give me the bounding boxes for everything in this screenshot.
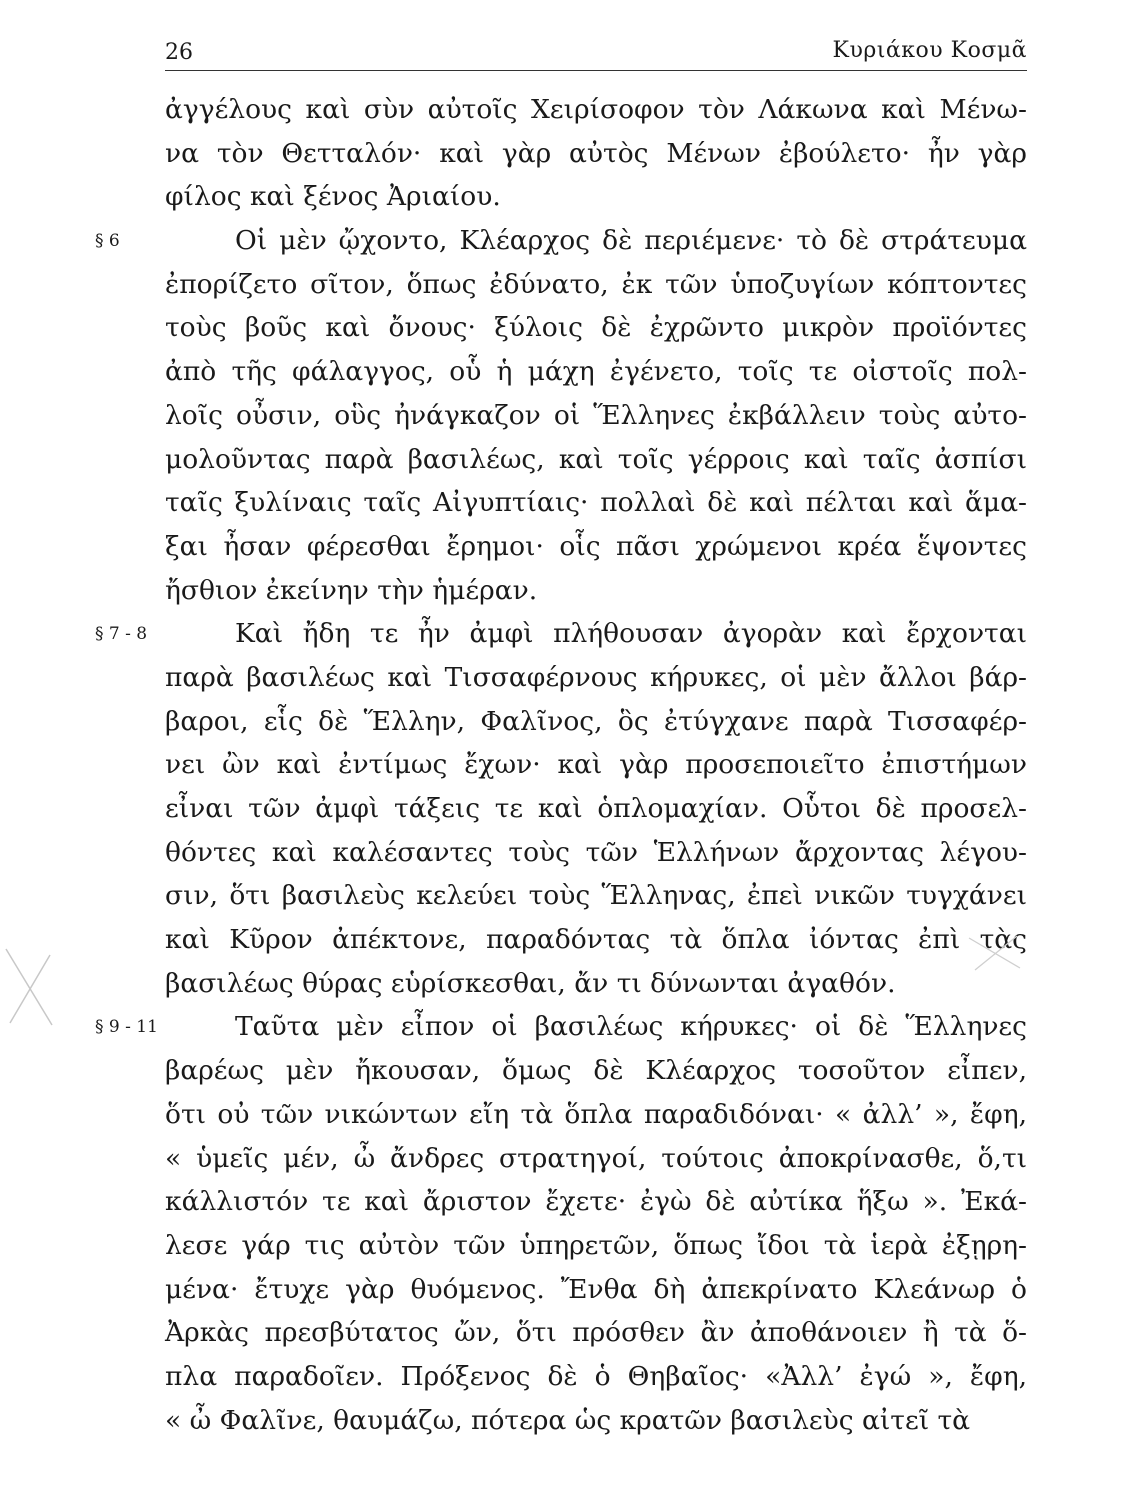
text-line: σιν, ὅτι βασιλεὺς κελεύει τοὺς Ἕλληνας, ἐπεὶ νικῶν τυγχάνει [165, 880, 1027, 912]
text-line: ἤσθιον ἐκείνην τὴν ἡμέραν. [165, 574, 538, 606]
body-text [95, 88, 1027, 1442]
text-line: ταῖς ξυλίναις ταῖς Αἰγυπτίαις· πολλαὶ δὲ καὶ πέλται καὶ ἅμα- [165, 487, 1027, 519]
paragraph [95, 219, 1027, 612]
text-line: μολοῦντας παρὰ βασιλέως, καὶ τοῖς γέρροις καὶ ταῖς ἀσπίσι [165, 443, 1027, 475]
page-number: 26 [165, 40, 193, 65]
text-line: βασιλέως θύρας εὑρίσκεσθαι, ἄν τι δύνωνται ἀγαθόν. [165, 967, 896, 999]
text-line: ἀπὸ τῆς φάλαγγος, οὗ ἡ μάχη ἐγένετο, τοῖς τε οἰστοῖς πολ- [165, 356, 1027, 388]
text-line: Ταῦτα μὲν εἶπον οἱ βασιλέως κήρυκες· οἱ δὲ Ἕλληνες [235, 1011, 1027, 1043]
text-line: Ἀρκὰς πρεσβύτατος ὤν, ὅτι πρόσθεν ἂν ἀποθάνοιεν ἢ τὰ ὅ- [165, 1317, 1027, 1349]
text-line: φίλος καὶ ξένος Ἀριαίου. [165, 181, 501, 213]
text-line: κάλλιστόν τε καὶ ἄριστον ἔχετε· ἐγὼ δὲ αὐτίκα ἥξω ». Ἐκά- [165, 1186, 1027, 1218]
running-title: Κυριάκου Κοσμᾶ [832, 38, 1027, 63]
text-line: « ὑμεῖς μέν, ὦ ἄνδρες στρατηγοί, τούτοις ἀποκρίνασθε, ὅ,τι [165, 1142, 1027, 1174]
text-line: βαροι, εἷς δὲ Ἕλλην, Φαλῖνος, ὃς ἐτύγχανε παρὰ Τισσαφέρ- [165, 705, 1027, 737]
text-line: Οἱ μὲν ᾤχοντο, Κλέαρχος δὲ περιέμενε· τὸ δὲ στράτευμα [235, 225, 1027, 257]
text-line: λεσε γάρ τις αὐτὸν τῶν ὑπηρετῶν, ὅπως ἴδοι τὰ ἱερὰ ἐξῃρη- [165, 1229, 1027, 1261]
section-marker: § 9 - 11 [95, 1017, 158, 1038]
text-line: ξαι ἦσαν φέρεσθαι ἔρημοι· οἷς πᾶσι χρώμενοι κρέα ἕψοντες [165, 530, 1027, 562]
text-line: Καὶ ἤδη τε ἦν ἀμφὶ πλήθουσαν ἀγορὰν καὶ ἔρχονται [235, 618, 1027, 650]
pencil-cross-mark [965, 930, 1025, 975]
text-line: βαρέως μὲν ἤκουσαν, ὅμως δὲ Κλέαρχος τοσοῦτον εἶπεν, [165, 1055, 1027, 1087]
paragraph [95, 612, 1027, 1005]
text-line: ἀγγέλους καὶ σὺν αὐτοῖς Χειρίσοφον τὸν Λάκωνα καὶ Μένω- [165, 94, 1027, 125]
paragraph [165, 88, 1027, 219]
text-line: νει ὢν καὶ ἐντίμως ἔχων· καὶ γὰρ προσεποιεῖτο ἐπιστήμων [165, 749, 1027, 781]
text-line: πλα παραδοῖεν. Πρόξενος δὲ ὁ Θηβαῖος· «Ἀλλ’ ἐγώ », ἔφη, [165, 1360, 1027, 1392]
header-rule [165, 70, 1027, 71]
text-line: ὅτι οὐ τῶν νικώντων εἴη τὰ ὅπλα παραδιδόναι· « ἀλλ’ », ἔφη, [165, 1098, 1027, 1130]
text-line: να τὸν Θετταλόν· καὶ γὰρ αὐτὸς Μένων ἐβούλετο· ἦν γὰρ [165, 137, 1027, 169]
text-line: εἶναι τῶν ἀμφὶ τάξεις τε καὶ ὁπλομαχίαν. Οὗτοι δὲ προσελ- [165, 793, 1027, 824]
text-line: λοῖς οὖσιν, οὓς ἠνάγκαζον οἱ Ἕλληνες ἐκβάλλειν τοὺς αὐτο- [165, 399, 1027, 431]
text-line: « ὦ Φαλῖνε, θαυμάζω, πότερα ὡς κρατῶν βασιλεὺς αἰτεῖ τὰ [165, 1404, 971, 1436]
section-marker: § 7 - 8 [95, 624, 148, 645]
section-marker: § 6 [95, 231, 120, 252]
text-line: θόντες καὶ καλέσαντες τοὺς τῶν Ἑλλήνων ἄρχοντας λέγου- [165, 836, 1027, 868]
text-line: καὶ Κῦρον ἀπέκτονε, παραδόντας τὰ ὅπλα ἰόντας ἐπὶ τὰς [165, 924, 1027, 956]
text-line: μένα· ἔτυχε γὰρ θυόμενος. Ἔνθα δὴ ἀπεκρίνατο Κλεάνωρ ὁ [165, 1273, 1027, 1305]
text-line: τοὺς βοῦς καὶ ὄνους· ξύλοις δὲ ἐχρῶντο μικρὸν προϊόντες [165, 312, 1027, 344]
paragraph [95, 1005, 1027, 1442]
pencil-annotation-mark [2, 945, 57, 1030]
text-line: παρὰ βασιλέως καὶ Τισσαφέρνους κήρυκες, οἱ μὲν ἄλλοι βάρ- [165, 661, 1027, 693]
text-line: ἐπορίζετο σῖτον, ὅπως ἐδύνατο, ἐκ τῶν ὑποζυγίων κόπτοντες [165, 268, 1027, 300]
